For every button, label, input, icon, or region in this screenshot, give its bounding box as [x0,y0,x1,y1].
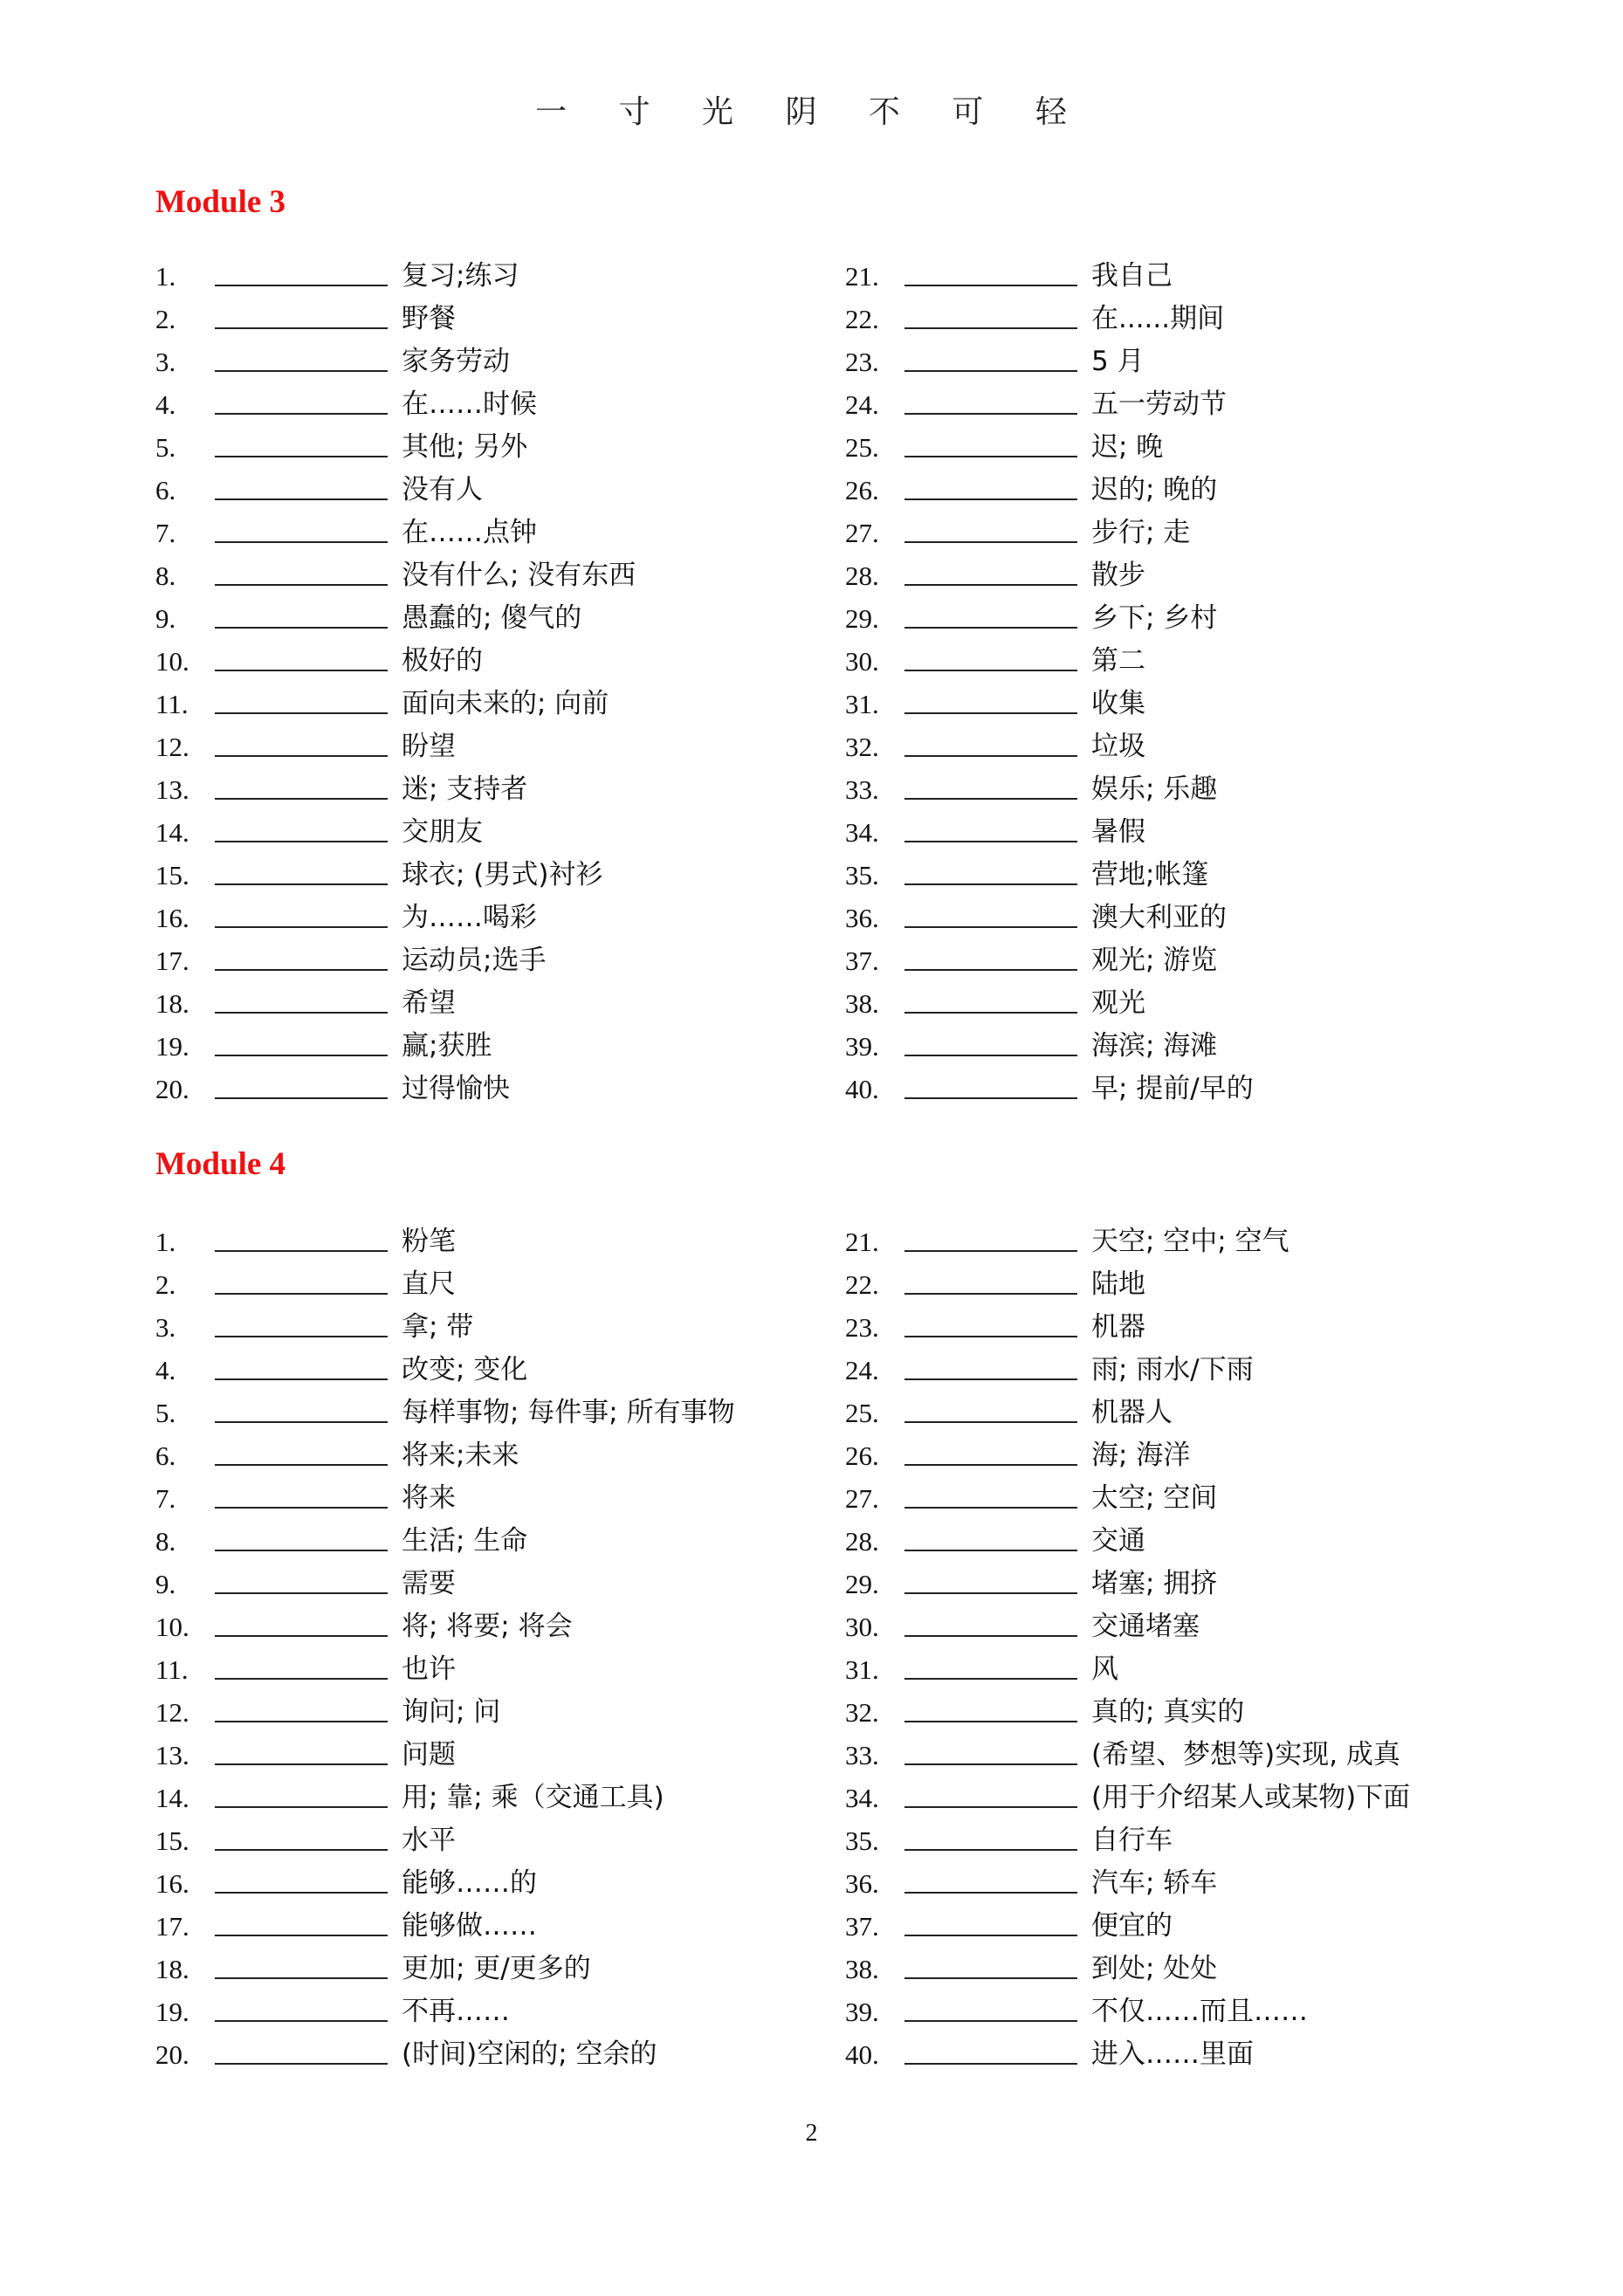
answer-blank[interactable] [904,498,1077,500]
item-number: 22. [845,1269,879,1300]
item-meaning: 询问; 问 [402,1696,501,1728]
item-meaning: 娱乐; 乐趣 [1091,773,1218,805]
item-meaning: 直尺 [402,1268,456,1300]
item-number: 6. [155,1440,176,1471]
item-meaning: 早; 提前/早的 [1091,1073,1254,1104]
answer-blank[interactable] [904,1935,1077,1936]
item-meaning: 不仅……而且…… [1091,1996,1308,2027]
item-number: 1. [155,1227,176,1257]
item-meaning: 需要 [402,1568,456,1599]
item-meaning: 迷; 支持者 [402,773,528,805]
item-number: 40. [845,2039,879,2070]
item-meaning: 将; 将要; 将会 [402,1611,573,1642]
answer-blank[interactable] [215,1806,388,1808]
answer-blank[interactable] [215,969,388,971]
answer-blank[interactable] [215,1097,388,1099]
item-number: 30. [845,1612,879,1642]
answer-blank[interactable] [904,1464,1077,1466]
item-number: 1. [155,261,176,292]
answer-blank[interactable] [215,1763,388,1765]
answer-blank[interactable] [904,1806,1077,1808]
item-meaning: 拿; 带 [402,1311,474,1343]
answer-blank[interactable] [215,1421,388,1423]
item-number: 22. [845,304,879,334]
item-number: 39. [845,1997,879,2027]
item-meaning: 为……喝彩 [402,902,537,933]
item-number: 5. [155,1398,176,1428]
item-number: 17. [155,945,189,976]
answer-blank[interactable] [215,712,388,714]
answer-blank[interactable] [904,370,1077,372]
item-meaning: 将来;未来 [402,1440,519,1471]
item-number: 38. [845,988,879,1019]
answer-blank[interactable] [904,1678,1077,1680]
item-meaning: 水平 [402,1825,456,1856]
item-number: 30. [845,646,879,677]
answer-blank[interactable] [215,1250,388,1252]
answer-blank[interactable] [904,798,1077,800]
item-number: 14. [155,1783,189,1813]
item-number: 27. [845,1483,879,1514]
item-meaning: 希望 [402,987,456,1019]
item-meaning: 便宜的 [1091,1910,1173,1942]
answer-blank[interactable] [215,285,388,286]
item-meaning: (希望、梦想等)实现, 成真 [1091,1739,1400,1770]
item-meaning: 球衣; (男式)衬衫 [402,859,603,890]
item-number: 10. [155,1612,189,1642]
answer-blank[interactable] [904,285,1077,286]
answer-blank[interactable] [904,1250,1077,1252]
item-meaning: 垃圾 [1091,731,1145,762]
item-meaning: 生活; 生命 [402,1525,528,1557]
answer-blank[interactable] [215,1721,388,1722]
item-meaning: 到处; 处处 [1091,1953,1218,1984]
item-meaning: 五一劳动节 [1091,388,1227,420]
item-meaning: 步行; 走 [1091,517,1191,548]
item-meaning: 粉笔 [402,1226,456,1257]
item-number: 24. [845,1355,879,1385]
answer-blank[interactable] [904,627,1077,629]
item-meaning: 雨; 雨水/下雨 [1091,1354,1254,1385]
item-number: 33. [845,1740,879,1770]
item-meaning: 海; 海洋 [1091,1440,1191,1471]
item-number: 26. [845,475,879,505]
answer-blank[interactable] [215,1592,388,1594]
answer-blank[interactable] [215,1507,388,1509]
item-number: 26. [845,1440,879,1471]
item-number: 34. [845,1783,879,1813]
item-number: 13. [155,774,189,805]
answer-blank[interactable] [904,969,1077,971]
item-meaning: (用于介绍某人或某物)下面 [1091,1782,1411,1813]
item-meaning: 天空; 空中; 空气 [1091,1226,1289,1257]
answer-blank[interactable] [904,1977,1077,1979]
item-meaning: 愚蠢的; 傻气的 [402,602,582,634]
answer-blank[interactable] [904,541,1077,543]
item-number: 2. [155,1269,176,1300]
item-number: 7. [155,1483,176,1514]
item-number: 21. [845,1227,879,1257]
item-number: 25. [845,432,879,463]
item-meaning: 陆地 [1091,1268,1145,1300]
item-number: 3. [155,1312,176,1343]
answer-blank[interactable] [904,2020,1077,2022]
item-number: 2. [155,304,176,334]
item-number: 36. [845,1868,879,1899]
item-meaning: 交朋友 [402,816,483,848]
item-number: 8. [155,560,176,591]
item-number: 6. [155,475,176,505]
answer-blank[interactable] [904,413,1077,415]
item-meaning: 太空; 空间 [1091,1482,1218,1514]
answer-blank[interactable] [904,712,1077,714]
item-number: 20. [155,1074,189,1104]
answer-blank[interactable] [904,1592,1077,1594]
item-number: 8. [155,1526,176,1557]
item-number: 29. [845,603,879,634]
item-number: 23. [845,1312,879,1343]
item-number: 15. [155,1825,189,1856]
item-number: 13. [155,1740,189,1770]
page-number: 2 [805,2120,818,2147]
item-meaning: 不再…… [402,1996,510,2027]
item-number: 14. [155,817,189,848]
item-meaning: 堵塞; 拥挤 [1091,1568,1218,1599]
answer-blank[interactable] [904,1721,1077,1722]
item-number: 32. [845,1697,879,1728]
item-meaning: 也许 [402,1653,456,1685]
item-meaning: 5 月 [1091,346,1145,377]
item-meaning: 将来 [402,1482,456,1514]
item-meaning: 机器 [1091,1311,1145,1343]
item-number: 15. [155,860,189,890]
item-meaning: 自行车 [1091,1825,1173,1856]
item-number: 24. [845,389,879,420]
answer-blank[interactable] [904,1892,1077,1894]
item-meaning: 海滨; 海滩 [1091,1030,1218,1062]
answer-blank[interactable] [215,1055,388,1056]
answer-blank[interactable] [215,1378,388,1380]
item-meaning: 能够……的 [402,1867,537,1899]
item-meaning: 机器人 [1091,1397,1173,1428]
item-number: 27. [845,518,879,548]
item-number: 16. [155,1868,189,1899]
answer-blank[interactable] [215,1678,388,1680]
item-meaning: 复习;练习 [402,260,519,292]
answer-blank[interactable] [215,1892,388,1894]
item-meaning: 能够做…… [402,1910,537,1942]
answer-blank[interactable] [215,755,388,757]
answer-blank[interactable] [904,883,1077,885]
answer-blank[interactable] [904,1849,1077,1851]
answer-blank[interactable] [904,1550,1077,1551]
answer-blank[interactable] [215,1012,388,1014]
item-meaning: 其他; 另外 [402,431,528,463]
item-number: 31. [845,689,879,719]
answer-blank[interactable] [904,1421,1077,1423]
answer-blank[interactable] [904,327,1077,329]
answer-blank[interactable] [215,1550,388,1551]
item-meaning: 没有什么; 没有东西 [402,560,636,591]
answer-blank[interactable] [904,1097,1077,1099]
item-meaning: 观光; 游览 [1091,945,1218,976]
item-number: 38. [845,1954,879,1984]
item-meaning: 极好的 [402,645,483,677]
answer-blank[interactable] [904,1336,1077,1337]
item-meaning: 家务劳动 [402,346,510,377]
item-meaning: 真的; 真实的 [1091,1696,1245,1728]
item-number: 4. [155,1355,176,1385]
item-number: 21. [845,261,879,292]
item-meaning: 交通堵塞 [1091,1611,1200,1642]
item-meaning: 没有人 [402,474,483,505]
item-meaning: 运动员;选手 [402,945,547,976]
item-meaning: 进入……里面 [1091,2038,1254,2070]
item-number: 18. [155,1954,189,1984]
item-number: 9. [155,603,176,634]
item-meaning: 问题 [402,1739,456,1770]
module-4-title: Module 4 [155,1146,286,1182]
answer-blank[interactable] [904,1055,1077,1056]
item-number: 11. [155,1654,189,1685]
answer-blank[interactable] [904,456,1077,457]
answer-blank[interactable] [904,755,1077,757]
item-meaning: 改变; 变化 [402,1354,528,1385]
answer-blank[interactable] [215,370,388,372]
item-number: 9. [155,1569,176,1599]
answer-blank[interactable] [215,1336,388,1337]
answer-blank[interactable] [215,926,388,928]
item-number: 28. [845,1526,879,1557]
item-number: 34. [845,817,879,848]
item-meaning: 散步 [1091,560,1145,591]
item-meaning: 迟; 晚 [1091,431,1164,463]
item-number: 7. [155,518,176,548]
item-number: 33. [845,774,879,805]
item-meaning: (时间)空闲的; 空余的 [402,2038,657,2070]
item-number: 12. [155,732,189,762]
answer-blank[interactable] [904,584,1077,586]
answer-blank[interactable] [904,1012,1077,1014]
item-meaning: 更加; 更/更多的 [402,1953,591,1984]
module-3-title: Module 3 [155,184,286,220]
item-number: 31. [845,1654,879,1685]
item-number: 35. [845,1825,879,1856]
item-number: 10. [155,646,189,677]
answer-blank[interactable] [215,1849,388,1851]
item-number: 4. [155,389,176,420]
item-meaning: 赢;获胜 [402,1030,492,1062]
answer-blank[interactable] [215,413,388,415]
item-meaning: 汽车; 轿车 [1091,1867,1218,1899]
item-meaning: 营地;帐篷 [1091,859,1209,890]
item-number: 37. [845,1911,879,1942]
item-meaning: 在……点钟 [402,517,537,548]
answer-blank[interactable] [215,1635,388,1637]
answer-blank[interactable] [215,627,388,629]
item-meaning: 每样事物; 每件事; 所有事物 [402,1397,735,1428]
item-number: 29. [845,1569,879,1599]
item-number: 35. [845,860,879,890]
answer-blank[interactable] [904,1763,1077,1765]
item-meaning: 暑假 [1091,816,1145,848]
item-meaning: 乡下; 乡村 [1091,602,1218,634]
item-number: 20. [155,2039,189,2070]
answer-blank[interactable] [215,2063,388,2065]
item-meaning: 野餐 [402,303,456,334]
item-number: 12. [155,1697,189,1728]
answer-blank[interactable] [215,1935,388,1936]
item-meaning: 交通 [1091,1525,1145,1557]
item-meaning: 澳大利亚的 [1091,902,1227,933]
item-number: 18. [155,988,189,1019]
item-number: 28. [845,560,879,591]
item-meaning: 第二 [1091,645,1145,677]
item-number: 19. [155,1997,189,2027]
answer-blank[interactable] [904,1378,1077,1380]
item-meaning: 观光 [1091,987,1145,1019]
item-number: 37. [845,945,879,976]
item-meaning: 面向未来的; 向前 [402,688,609,719]
item-meaning: 在……时候 [402,388,537,420]
item-number: 36. [845,903,879,933]
answer-blank[interactable] [904,1507,1077,1509]
item-meaning: 收集 [1091,688,1145,719]
item-meaning: 用; 靠; 乘（交通工具) [402,1782,664,1813]
answer-blank[interactable] [904,1635,1077,1637]
answer-blank[interactable] [215,541,388,543]
answer-blank[interactable] [215,1293,388,1295]
answer-blank[interactable] [215,841,388,842]
item-number: 39. [845,1031,879,1062]
answer-blank[interactable] [215,327,388,329]
item-number: 11. [155,689,189,719]
item-number: 32. [845,732,879,762]
answer-blank[interactable] [904,841,1077,842]
item-meaning: 我自己 [1091,260,1173,292]
item-number: 23. [845,347,879,377]
answer-blank[interactable] [215,584,388,586]
answer-blank[interactable] [904,670,1077,671]
answer-blank[interactable] [215,798,388,800]
page-header: 一 寸 光 阴 不 可 轻 [535,94,1088,130]
answer-blank[interactable] [215,1977,388,1979]
answer-blank[interactable] [215,498,388,500]
item-number: 17. [155,1911,189,1942]
item-number: 16. [155,903,189,933]
answer-blank[interactable] [215,456,388,457]
answer-blank[interactable] [215,1464,388,1466]
answer-blank[interactable] [215,883,388,885]
item-meaning: 盼望 [402,731,456,762]
answer-blank[interactable] [215,2020,388,2022]
item-number: 40. [845,1074,879,1104]
item-number: 19. [155,1031,189,1062]
item-meaning: 迟的; 晚的 [1091,474,1218,505]
answer-blank[interactable] [904,1293,1077,1295]
item-meaning: 风 [1091,1653,1118,1685]
item-meaning: 在......期间 [1091,303,1225,334]
answer-blank[interactable] [215,670,388,671]
answer-blank[interactable] [904,926,1077,928]
item-meaning: 过得愉快 [402,1073,510,1104]
item-number: 3. [155,347,176,377]
item-number: 5. [155,432,176,463]
answer-blank[interactable] [904,2063,1077,2065]
item-number: 25. [845,1398,879,1428]
